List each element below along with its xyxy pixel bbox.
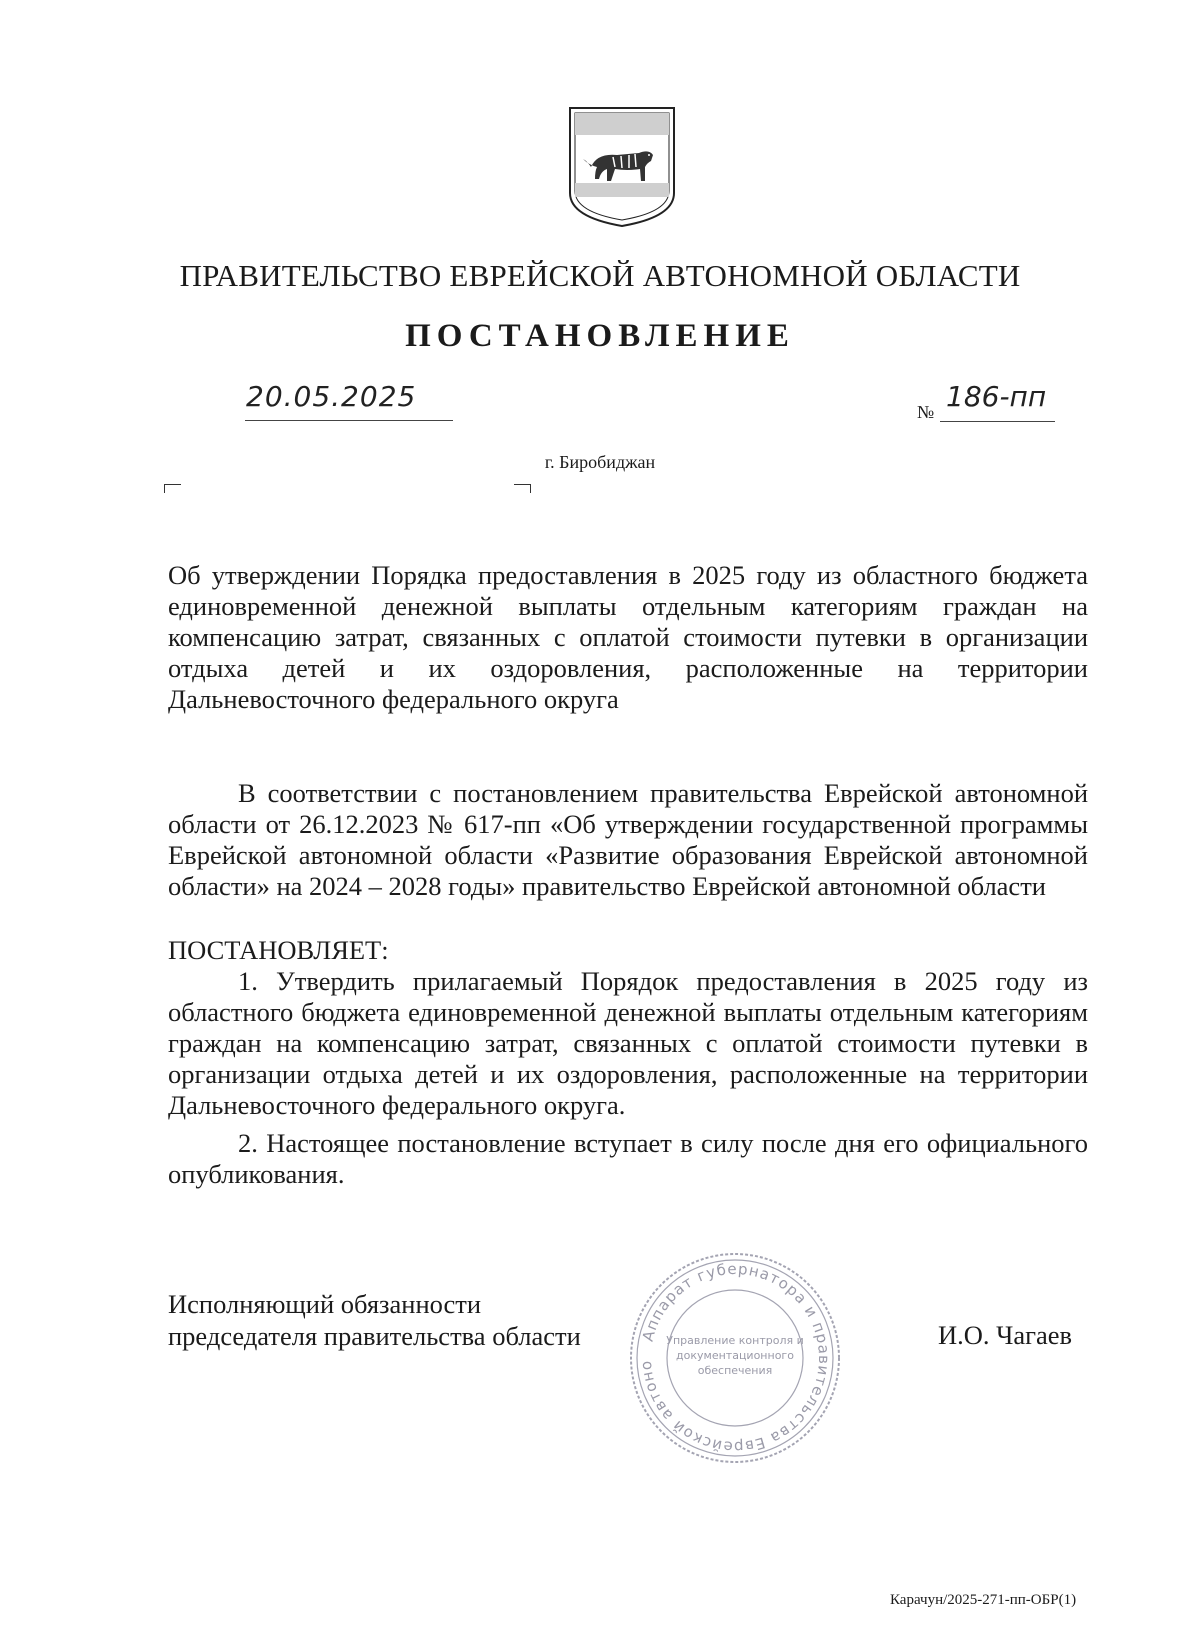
signatory-position [168,1288,581,1352]
seal-inner-line-2: документационного [676,1349,794,1362]
city-name: г. Биробиджан [544,452,656,472]
signatory-name: И.О. Чагаев [938,1320,1073,1350]
document-title: Об утверждении Порядка предоставления в 2025 году из областного бюджета единовременной денежной выплаты отдельным категориям граждан на компенсацию затрат, связанных с оплатой стоимости путевки в организации отдыха детей и их оздоровления, расположенные на территории Дальневосточного федерального округа [168,560,1088,714]
official-seal [625,1248,845,1468]
decree-word: ПОСТАНОВЛЯЕТ: [168,935,389,965]
signatory-position-line-1: Исполняющий обязанности [168,1289,482,1319]
document-number: 186-пп [946,380,1047,413]
signatory-position-line-2: председателя правительства области [168,1321,581,1351]
document-date: 20.05.2025 [246,380,417,413]
coat-of-arms-emblem [567,105,677,229]
resolution-item-2: 2. Настоящее постановление вступает в силу после дня его официального опубликования. [168,1128,1088,1189]
organization-name: ПРАВИТЕЛЬСТВО ЕВРЕЙСКОЙ АВТОНОМНОЙ ОБЛАСТИ [179,258,1021,293]
tiger-coat-of-arms-icon [567,105,677,229]
resolution-item-1: 1. Утвердить прилагаемый Порядок предоставления в 2025 году из областного бюджета единовременной денежной выплаты отдельным категориям граждан на компенсацию затрат, связанных с оплатой стоимости путевки в организации отдыха детей и их оздоровления, расположенные на территории Дальневосточного федерального округа. [168,966,1088,1120]
seal-inner-line-1: Управление контроля и [666,1334,804,1347]
seal-inner-line-3: обеспечения [697,1364,773,1377]
document-type: ПОСТАНОВЛЕНИЕ [405,318,795,354]
seal-outer-text: Аппарат губернатора и правительства Еврейской автоно [636,1259,834,1457]
number-label: № [917,402,935,422]
footer-reference: Карачун/2025-271-пп-ОБР(1) [890,1592,1077,1608]
preamble-paragraph: В соответствии с постановлением правительства Еврейской автономной области от 26.12.2023 № 617-пп «Об утверждении государственной программы Еврейской автономной области «Развитие образования Еврейской автономной области» на 2024 – 2028 годы» правительство Еврейской автономной области [168,778,1088,901]
title-corner-left [164,484,181,493]
title-corner-right [514,484,531,493]
